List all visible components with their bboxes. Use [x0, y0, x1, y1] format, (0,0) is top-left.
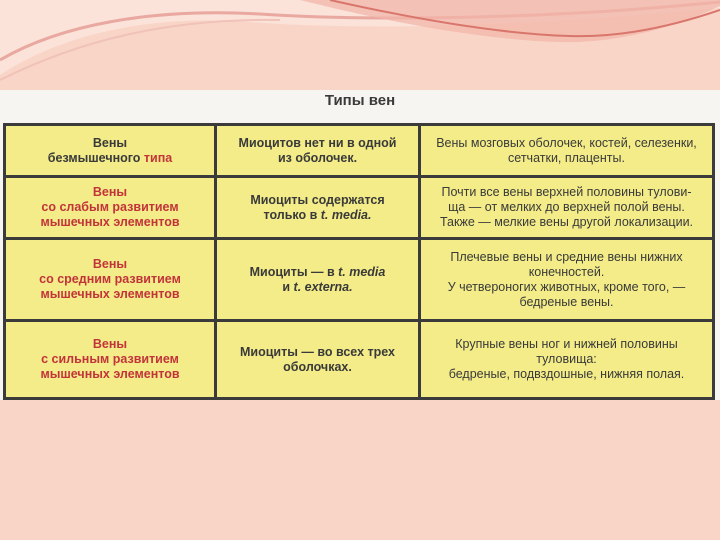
table-title: Типы вен — [324, 92, 396, 109]
type-line — [10, 352, 210, 367]
type-line — [10, 200, 210, 215]
myocytes-cell — [216, 321, 420, 399]
muscle-latin-term: t. externa. — [293, 279, 353, 294]
type-text: развитием — [109, 352, 179, 366]
example-line: У четвероногих животных, кроме того, — — [447, 279, 686, 294]
type-line — [10, 151, 210, 166]
example-line: Крупные вены ног и нижней половины — [455, 337, 678, 351]
muscle-latin-term: t. media. — [320, 207, 372, 222]
example-line: Вены мозговых оболочек, костей, селезенки, — [436, 135, 697, 150]
type-line: мышечных элементов — [40, 367, 180, 381]
examples-cell — [420, 239, 714, 321]
myocytes-cell — [216, 239, 420, 321]
type-line: Вены — [92, 185, 128, 199]
vein-types-table — [3, 123, 715, 400]
example-line: туловища: — [536, 352, 597, 366]
example-line: сетчатки, плаценты. — [508, 150, 625, 165]
muscle-line — [221, 280, 414, 295]
type-line: Вены — [92, 337, 128, 351]
type-line: Вены — [92, 135, 128, 150]
myocytes-cell — [216, 125, 420, 177]
type-line — [10, 272, 210, 287]
type-line: мышечных элементов — [40, 287, 180, 301]
vein-type-cell — [5, 177, 216, 239]
example-line: Почти все вены верхней половины тулови- — [441, 185, 692, 199]
type-line: Вены — [92, 257, 128, 271]
vein-type-cell — [5, 321, 216, 399]
vein-type-cell — [5, 125, 216, 177]
muscle-line: из оболочек. — [277, 150, 358, 165]
type-highlight: сильным — [51, 352, 110, 366]
muscle-latin-term: t. media — [338, 264, 386, 279]
muscle-text: Миоциты — в — [249, 264, 339, 279]
table-row — [5, 321, 714, 399]
example-line: конечностей. — [528, 264, 605, 279]
muscle-line — [221, 208, 414, 223]
type-text: развитием — [111, 272, 181, 286]
type-text: с — [41, 352, 52, 366]
type-text: безмышечного — [47, 150, 144, 165]
type-text: со — [41, 200, 60, 214]
vein-type-cell — [5, 239, 216, 321]
myocytes-cell — [216, 177, 420, 239]
type-highlight: типа — [143, 150, 173, 165]
muscle-line: Миоциты содержатся — [250, 192, 385, 207]
type-text: развитием — [108, 200, 179, 214]
type-line: мышечных элементов — [40, 215, 180, 229]
example-line: ща — от мелких до верхней полой вены. — [448, 200, 685, 214]
examples-cell — [420, 177, 714, 239]
example-line: Также — мелкие вены другой локализации. — [439, 215, 694, 229]
examples-cell — [420, 125, 714, 177]
muscle-text: и — [282, 279, 294, 294]
type-highlight: слабым — [59, 200, 109, 214]
example-line: Плечевые вены и средние вены нижних — [450, 249, 683, 264]
example-line: бедреные, подвздошные, нижняя полая. — [448, 367, 685, 381]
example-line: бедреные вены. — [519, 294, 614, 309]
table-row — [5, 177, 714, 239]
examples-cell — [420, 321, 714, 399]
type-text: со — [39, 272, 58, 286]
muscle-line — [221, 265, 414, 280]
muscle-line: Миоциты — во всех трех — [239, 344, 395, 359]
type-highlight: средним — [57, 272, 112, 286]
table-row — [5, 239, 714, 321]
vein-types-table-image — [0, 90, 720, 400]
muscle-line: Миоцитов нет ни в одной — [238, 135, 397, 150]
muscle-text: только в — [263, 207, 321, 222]
muscle-line: оболочках. — [283, 359, 352, 374]
decorative-header-waves — [0, 0, 720, 100]
table-row — [5, 125, 714, 177]
